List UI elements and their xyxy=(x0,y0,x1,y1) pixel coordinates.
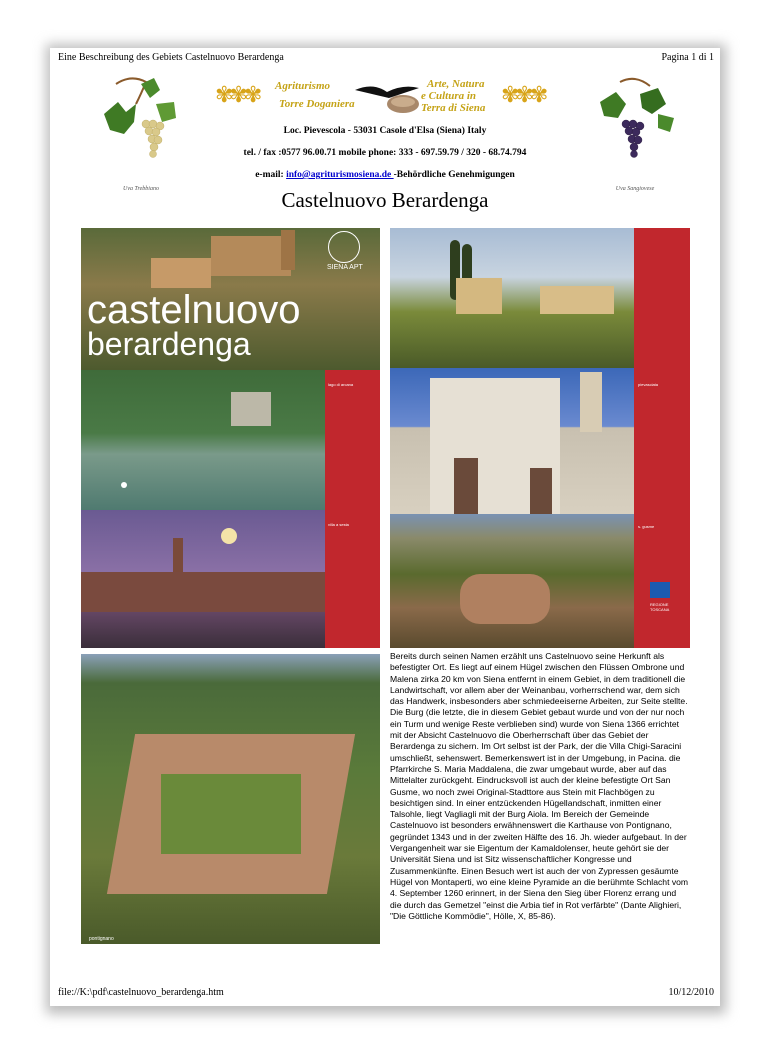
contact-email-line xyxy=(50,170,720,180)
aerial-village-photo xyxy=(390,514,634,648)
page-title: Castelnuovo Berardenga xyxy=(281,188,489,212)
certosa-aerial-photo xyxy=(81,654,380,944)
print-footer-right: 10/12/2010 xyxy=(668,987,714,998)
church-photo xyxy=(390,368,634,514)
banner-right-line2: e Cultura in xyxy=(421,90,477,102)
villa-cypress-photo xyxy=(390,228,634,368)
banner-right-line3: Terra di Siena xyxy=(421,102,486,114)
banner-right-line1: Arte, Natura xyxy=(427,78,485,90)
vine-right-caption: Uva Sangiovese xyxy=(615,186,655,192)
brochure-title-line1: castelnuovo xyxy=(87,288,301,332)
region-label: REGIONE TOSCANA xyxy=(650,602,670,612)
siena-apt-label: SIENA APT xyxy=(327,264,363,271)
wheat-icon: ✾✾✾ xyxy=(501,82,545,107)
swallow-nest-icon xyxy=(353,80,423,114)
aerial-caption: pontignano xyxy=(89,936,114,942)
brochure-title-line2: berardenga xyxy=(87,326,251,362)
print-header-right: Pagina 1 di 1 xyxy=(661,52,714,63)
siena-apt-logo-icon xyxy=(328,231,360,263)
printed-page xyxy=(50,48,720,1006)
banner-title-line2: Torre Doganiera xyxy=(279,98,355,110)
banner-title-line1: Agriturismo xyxy=(275,80,331,92)
email-link[interactable]: info@agriturismosiena.de xyxy=(286,170,394,180)
email-prefix: e-mail: xyxy=(255,170,287,180)
description-text: Bereits durch seinen Namen erzählt uns Castelnuovo seine Herkunft als befestigter Ort. Es liegt auf einem Hügel zwischen den Flüssen Ombrone und Malena zirka 20 km von Siena entfernt in einem Gebiet, in dem traditionell die Landwirtschaft, vor allem aber der Weinanbau, vorherrschend war, dem sich das Handwerk, insbesonders aber schmiedeeiserne Arbeiten, zur Seite stellte. Die Burg (die letzte, die in diesem Gebiet gebaut wurde und von der nur noch ein Turm und wenige Reste verblieben sind) wurde von Siena 1366 errichtet mit der Absicht Castelnuovo die Oberherrschaft über das Gebiet der Berardenga zu sichern. Im Ort selbst ist der Park, der die Villa Chigi-Saracini umschließt, sehenswert. Bemerkenswert ist in der Umgebung, in Pacina. die Pfarrkirche S. Maria Maddalena, die zwar umgebaut wurde, aber auf das Mittelalter zurückgeht. Eindrucksvoll ist auch der kleine befestigte Ort San Gusme, wo noch zwei Original-Stadttore aus Stein mit Flachbögen zu besichtigen sind. In einer entzückenden Hügellandschaft, inmitten einer Talsohle, liegt Vagliagli mit der Burg Aiola. Im Bereich der Gemeinde Castelnuovo ist besonders erwähnenswert die Karthause von Pontignano, gegründet 1343 und in der zweiten Hälfte des 16. Jh. wieder aufgebaut. In der Vergangenheit war sie Eigentum der Kamaldolenser, heute gehört sie der Universität Siena und ist Sitz wissenschaftlicher Kongresse und Zusammenkünfte. Einen Besuch wert ist auch der von Zypressen gesäumte Hügel von Montaperti, wo eine kleine Pyramide an die berühmte Schlacht vom 4. September 1260 erinnert, in der Siena den Sieg über Florenz errang und die durch das Gemetzel "einst die Arbia tief in Rot verfärbte" (Dante Alighieri, "Die Göttliche Kommödie", Hölle, X, 85-86). xyxy=(390,651,689,921)
villa-red-bar xyxy=(634,228,690,368)
church-red-bar xyxy=(634,368,690,514)
print-header-left: Eine Beschreibung des Gebiets Castelnuovo Berardenga xyxy=(58,52,284,63)
wheat-icon: ✾✾✾ xyxy=(215,82,259,107)
print-footer-left: file://K:\pdf\castelnuovo_berardenga.htm xyxy=(58,987,224,998)
aerial-label: s. gusme xyxy=(638,524,655,529)
lake-red-bar xyxy=(325,370,380,510)
contact-phone: tel. / fax :0577 96.00.71 mobile phone: 333 - 697.59.79 / 320 - 68.74.794 xyxy=(243,148,527,158)
town-label: villa a sesta xyxy=(328,522,349,527)
contact-address: Loc. Pievescola - 53031 Casole d'Elsa (Siena) Italy xyxy=(283,126,487,136)
moonlit-town-photo xyxy=(81,510,325,648)
vine-left-caption: Uva Trebbiano xyxy=(123,186,159,192)
region-logo-icon xyxy=(650,582,670,598)
church-label: pievasciata xyxy=(638,382,659,387)
lake-photo xyxy=(81,370,325,510)
aerial-red-bar xyxy=(634,514,690,648)
agriturismo-banner xyxy=(215,78,555,116)
town-red-bar xyxy=(325,510,380,648)
lake-label: lago di arcana xyxy=(328,382,354,387)
email-suffix: -Behördliche Genehmigungen xyxy=(393,170,515,180)
